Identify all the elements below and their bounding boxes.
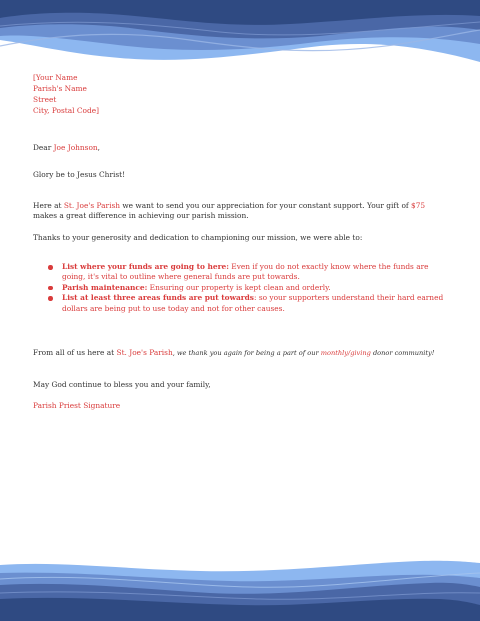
signature: Parish Priest Signature: [33, 401, 121, 410]
list-item: [33, 283, 445, 293]
list-item-heading: List at least three areas funds are put towards: [62, 293, 254, 303]
blessing: May God continue to bless you and your family,: [33, 380, 211, 389]
bullet-icon: [48, 265, 53, 270]
sender-name: [Your Name: [33, 73, 78, 82]
bullet-icon: [48, 286, 53, 291]
list-item-text: Even if you do not exactly know where the funds are going, it's vital to outline where general funds are put towards.: [62, 262, 429, 282]
header-wave-band: [0, 0, 480, 66]
parish-name: St. Joe's Parish: [63, 201, 120, 210]
list-item-text: Ensuring our property is kept clean and orderly.: [147, 282, 331, 292]
salutation-suffix: ,: [97, 143, 101, 152]
closing-text-c: donor community!: [370, 349, 435, 357]
sender-street: Street: [33, 95, 57, 104]
appreciation-paragraph: [33, 201, 445, 222]
list-item: [33, 262, 445, 283]
bullet-icon: [48, 296, 53, 301]
closing-text-a: From all of us here at: [33, 348, 117, 357]
para1-text-c: makes a great difference in achieving our parish mission.: [33, 211, 249, 221]
closing-text-b: , we thank you again for being a part of our: [172, 349, 321, 357]
footer-wave-band: [0, 559, 480, 621]
list-item-heading: List where your funds are going to here:: [62, 262, 229, 271]
para1-text-b: we want to send you our appreciation for your constant support. Your gift of: [120, 201, 411, 210]
closing-parish-name: St. Joe's Parish: [116, 348, 173, 357]
greeting: Glory be to Jesus Christ!: [33, 170, 126, 179]
sender-city: City, Postal Code]: [33, 106, 99, 115]
sender-parish: Parish's Name: [33, 84, 87, 93]
salutation: [33, 143, 100, 153]
thanks-paragraph: Thanks to your generosity and dedication to championing our mission, we were able to:: [33, 233, 363, 242]
recipient-name: Joe Johnson: [53, 143, 98, 152]
closing-line: [33, 348, 434, 358]
salutation-prefix: Dear: [33, 143, 54, 152]
list-item-text: : so your supporters understand their hard earned dollars are being put to use today and not for other causes.: [62, 293, 444, 313]
list-item-heading: Parish maintenance:: [62, 282, 148, 292]
para1-text-a: Here at: [33, 201, 64, 210]
achievements-list: [33, 262, 445, 314]
gift-amount: $75: [411, 201, 426, 210]
donor-type: monthly/giving: [320, 349, 371, 357]
list-item: [33, 293, 445, 314]
